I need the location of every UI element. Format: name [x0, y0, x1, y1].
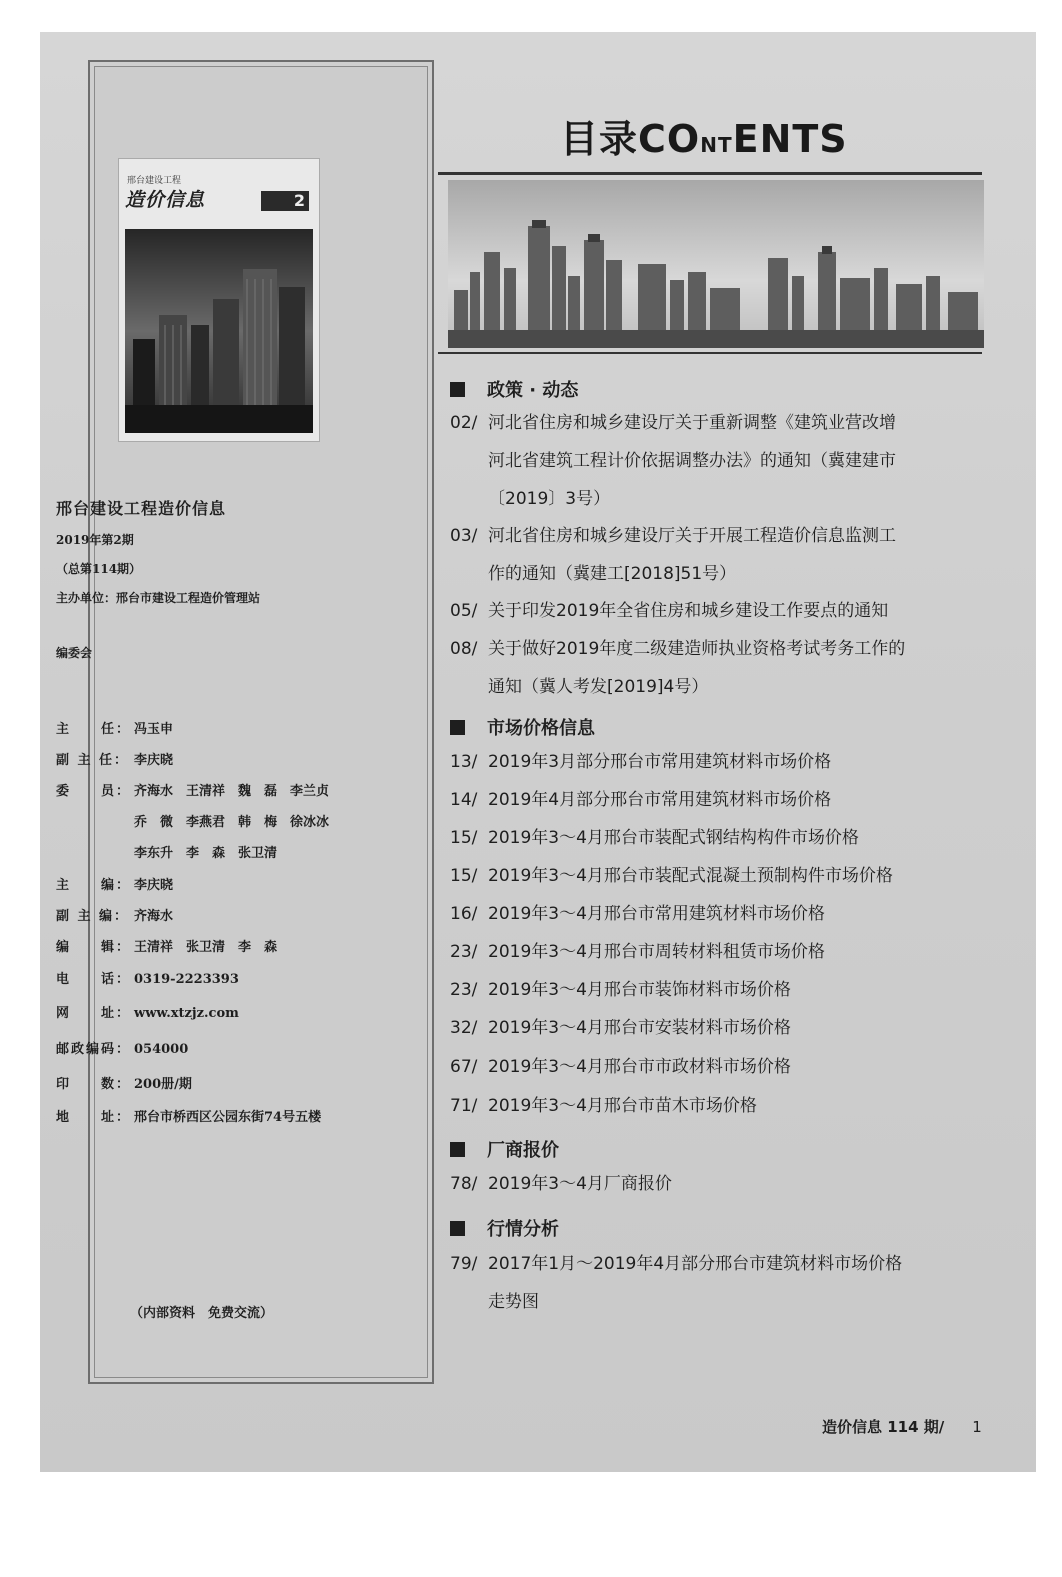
masthead-row: 李东升 李 森 张卫清: [134, 846, 278, 861]
sponsor: 主办单位：邢台市建设工程造价管理站: [56, 591, 261, 605]
toc-entry[interactable]: 15/ 2019年3～4月邢台市装配式钢结构构件市场价格: [450, 828, 859, 848]
section-heading-policy: 政策 · 动态: [450, 376, 578, 402]
banner-rule: [438, 352, 982, 354]
masthead-row: 副 主 任： 李庆晓: [56, 753, 174, 768]
toc-entry[interactable]: 71/ 2019年3～4月邢台市苗木市场价格: [450, 1096, 757, 1116]
toc-entry[interactable]: 23/ 2019年3～4月邢台市周转材料租赁市场价格: [450, 942, 825, 962]
skyline-banner: [448, 180, 984, 348]
section-heading-market-analysis: 行情分析: [450, 1215, 559, 1241]
contents-title: 目录CONTENTS: [560, 117, 848, 161]
masthead-info: [56, 496, 386, 661]
toc-entry[interactable]: 08/ 关于做好2019年度二级建造师执业资格考试考务工作的 通知（冀人考发[2019]4号）: [450, 639, 906, 697]
committee-heading: 编委会: [56, 646, 93, 660]
section-square-icon: [450, 382, 465, 397]
masthead-row: 主 任： 冯玉申: [56, 722, 174, 737]
masthead-row: 印 数： 200册/期: [56, 1077, 192, 1092]
page-number: 1: [972, 1418, 982, 1436]
masthead-row: 电 话： 0319-2223393: [56, 972, 239, 987]
cover-city-photo: [125, 229, 313, 433]
toc-entry[interactable]: 16/ 2019年3～4月邢台市常用建筑材料市场价格: [450, 904, 825, 924]
toc-entry[interactable]: 78/ 2019年3～4月厂商报价: [450, 1174, 672, 1194]
section-heading-vendor-quotes: 厂商报价: [450, 1136, 559, 1162]
masthead-row: 网 址： www.xtzjz.com: [56, 1006, 239, 1021]
toc-entry[interactable]: 14/ 2019年4月部分邢台市常用建筑材料市场价格: [450, 790, 832, 810]
masthead-row: 主 编： 李庆晓: [56, 878, 174, 893]
page-footer: [822, 1416, 982, 1437]
toc-entry[interactable]: 32/ 2019年3～4月邢台市安装材料市场价格: [450, 1018, 791, 1038]
cover-thumbnail: [118, 158, 320, 442]
issue-number: 2019年第2期: [56, 533, 134, 547]
toc-entry[interactable]: 79/ 2017年1月～2019年4月部分邢台市建筑材料市场价格 走势图: [450, 1254, 903, 1312]
cover-subtitle: 邢台建设工程: [127, 176, 182, 186]
section-square-icon: [450, 1221, 465, 1236]
toc-entry[interactable]: 15/ 2019年3～4月邢台市装配式混凝土预制构件市场价格: [450, 866, 893, 886]
circulation-note: （内部资料 免费交流）: [130, 1306, 274, 1321]
title-rule: [438, 172, 982, 175]
toc-entry[interactable]: 02/ 河北省住房和城乡建设厅关于重新调整《建筑业营改增 河北省建筑工程计价依据调整办法》的通知（冀建建市 〔2019〕3号）: [450, 413, 896, 509]
cover-issue-number: 2: [261, 191, 309, 211]
masthead-row: 委 员： 齐海水 王清祥 魏 磊 李兰贞: [56, 784, 330, 799]
total-issue: （总第114期）: [56, 562, 142, 576]
masthead-row: 编 辑： 王清祥 张卫清 李 森: [56, 940, 278, 955]
footer-label: 造价信息 114 期/: [822, 1418, 945, 1436]
section-heading-market-prices: 市场价格信息: [450, 714, 595, 740]
section-square-icon: [450, 1142, 465, 1157]
masthead-row: 副 主 编： 齐海水: [56, 909, 174, 924]
magazine-name: 邢台建设工程造价信息: [56, 499, 227, 518]
section-square-icon: [450, 720, 465, 735]
masthead-row: 乔 微 李燕君 韩 梅 徐冰冰: [134, 815, 330, 830]
cover-title: 造价信息: [125, 189, 206, 211]
toc-entry[interactable]: 23/ 2019年3～4月邢台市装饰材料市场价格: [450, 980, 791, 1000]
masthead-row: 邮政编码： 054000: [56, 1042, 189, 1057]
toc-entry[interactable]: 05/ 关于印发2019年全省住房和城乡建设工作要点的通知: [450, 601, 889, 621]
toc-entry[interactable]: 03/ 河北省住房和城乡建设厅关于开展工程造价信息监测工 作的通知（冀建工[2018]51号）: [450, 526, 896, 584]
toc-entry[interactable]: 13/ 2019年3月部分邢台市常用建筑材料市场价格: [450, 752, 832, 772]
toc-entry[interactable]: 67/ 2019年3～4月邢台市市政材料市场价格: [450, 1057, 791, 1077]
cover-header: [125, 167, 313, 217]
masthead-row: 地 址： 邢台市桥西区公园东街74号五楼: [56, 1110, 322, 1125]
